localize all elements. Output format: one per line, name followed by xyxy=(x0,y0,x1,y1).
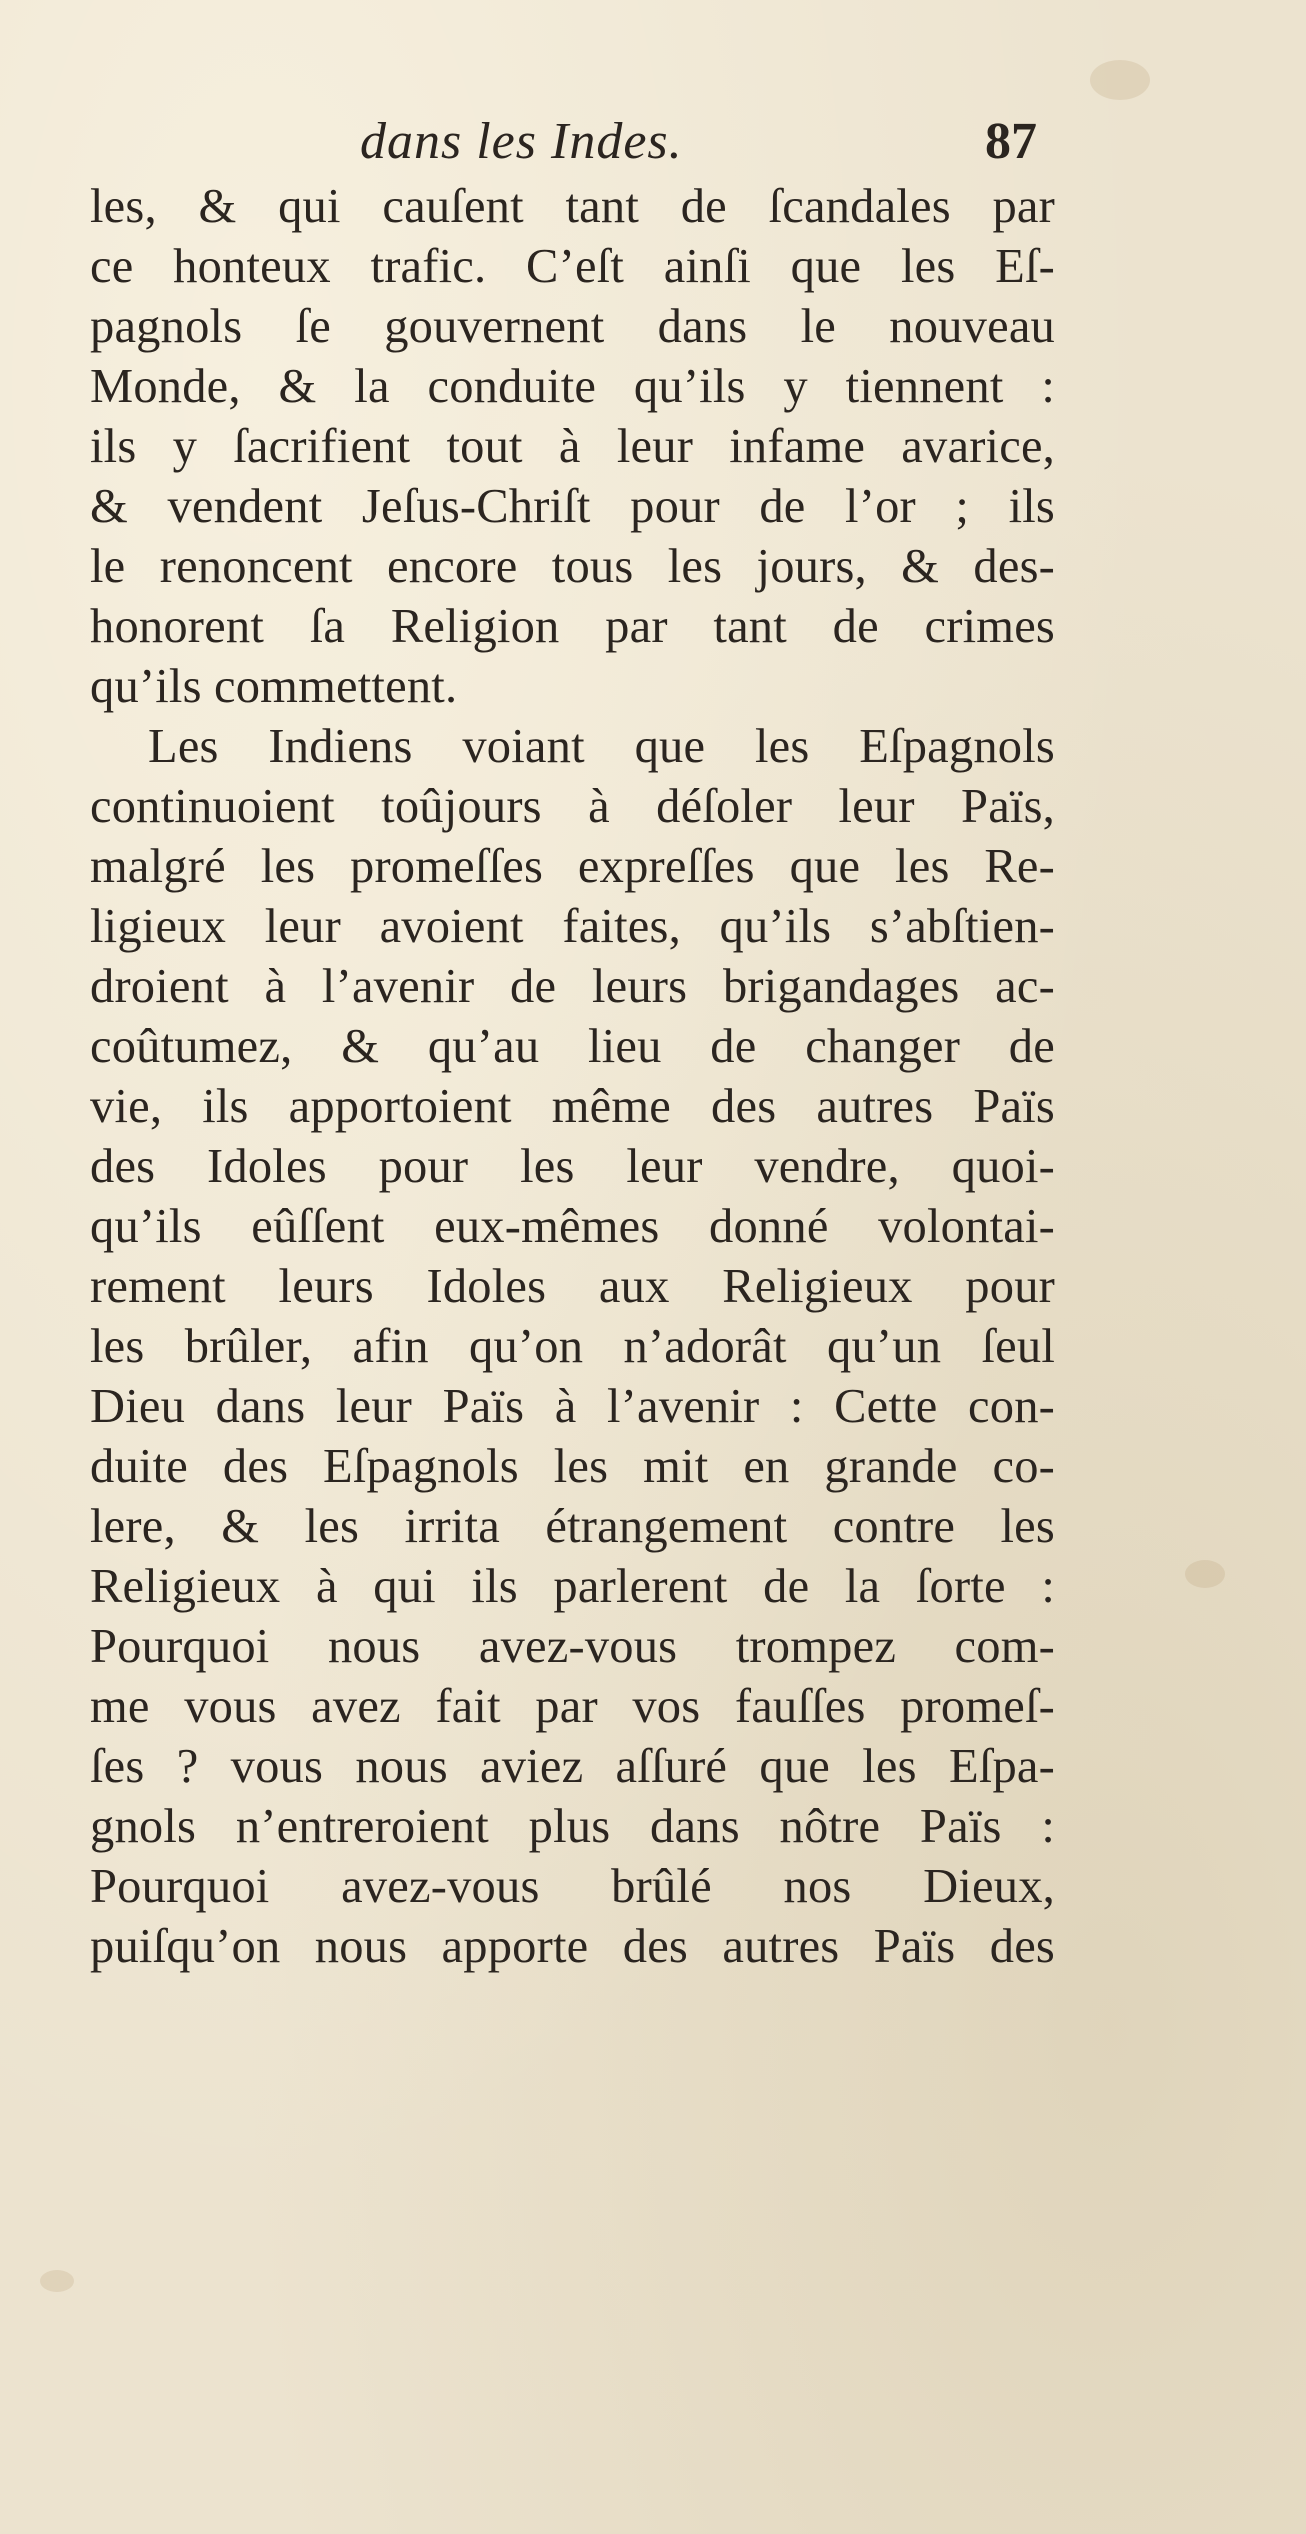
text-line: ſes ? vous nous aviez aſſuré que les Eſpa- xyxy=(90,1740,1055,1793)
text-line: & vendent Jeſus-Chriſt pour de l’or ; ils xyxy=(90,480,1055,533)
page-number: 87 xyxy=(985,113,1037,170)
text-line: Pourquoi avez-vous brûlé nos Dieux, xyxy=(90,1860,1055,1913)
text-line: rement leurs Idoles aux Religieux pour xyxy=(90,1260,1055,1313)
body-text xyxy=(90,177,1055,1977)
text-line: me vous avez fait par vos fauſſes promeſ- xyxy=(90,1680,1055,1733)
text-line: lere, & les irrita étrangement contre les xyxy=(90,1500,1055,1553)
text-line: ligieux leur avoient faites, qu’ils s’abſtien- xyxy=(90,900,1055,953)
text-line: Religieux à qui ils parlerent de la ſorte : xyxy=(90,1560,1055,1613)
text-line: pagnols ſe gouvernent dans le nouveau xyxy=(90,300,1055,353)
paper-stain xyxy=(1185,1560,1225,1588)
text-line: coûtumez, & qu’au lieu de changer de xyxy=(90,1020,1055,1073)
text-line: gnols n’entreroient plus dans nôtre Païs : xyxy=(90,1800,1055,1853)
text-line: vie, ils apportoient même des autres Païs xyxy=(90,1080,1055,1133)
paper-stain xyxy=(40,2270,74,2292)
text-line: ce honteux trafic. C’eſt ainſi que les Eſ- xyxy=(90,240,1055,293)
text-line: le renoncent encore tous les jours, & des- xyxy=(90,540,1055,593)
text-line: puiſqu’on nous apporte des autres Païs des xyxy=(90,1920,1055,1973)
text-line: ils y ſacrifient tout à leur infame avarice, xyxy=(90,420,1055,473)
text-line: qu’ils eûſſent eux-mêmes donné volontai- xyxy=(90,1200,1055,1253)
text-line: Pourquoi nous avez-vous trompez com- xyxy=(90,1620,1055,1673)
running-head-title: dans les Indes. xyxy=(360,113,683,170)
paragraph-first-line: Les Indiens voiant que les Eſpagnols xyxy=(148,720,1055,773)
text-line: honorent ſa Religion par tant de crimes xyxy=(90,600,1055,653)
text-line: duite des Eſpagnols les mit en grande co- xyxy=(90,1440,1055,1493)
text-line: Monde, & la conduite qu’ils y tiennent : xyxy=(90,360,1055,413)
text-line: Dieu dans leur Païs à l’avenir : Cette con- xyxy=(90,1380,1055,1433)
text-line: droient à l’avenir de leurs brigandages ac- xyxy=(90,960,1055,1013)
text-line: continuoient toûjours à déſoler leur Païs, xyxy=(90,780,1055,833)
running-head xyxy=(0,112,1306,182)
paper-stain xyxy=(1090,60,1150,100)
paragraph-last-line: qu’ils commettent. xyxy=(90,660,458,713)
text-line: malgré les promeſſes expreſſes que les Re- xyxy=(90,840,1055,893)
text-line: les, & qui cauſent tant de ſcandales par xyxy=(90,180,1055,233)
text-line: les brûler, afin qu’on n’adorât qu’un ſeul xyxy=(90,1320,1055,1373)
text-line: des Idoles pour les leur vendre, quoi- xyxy=(90,1140,1055,1193)
